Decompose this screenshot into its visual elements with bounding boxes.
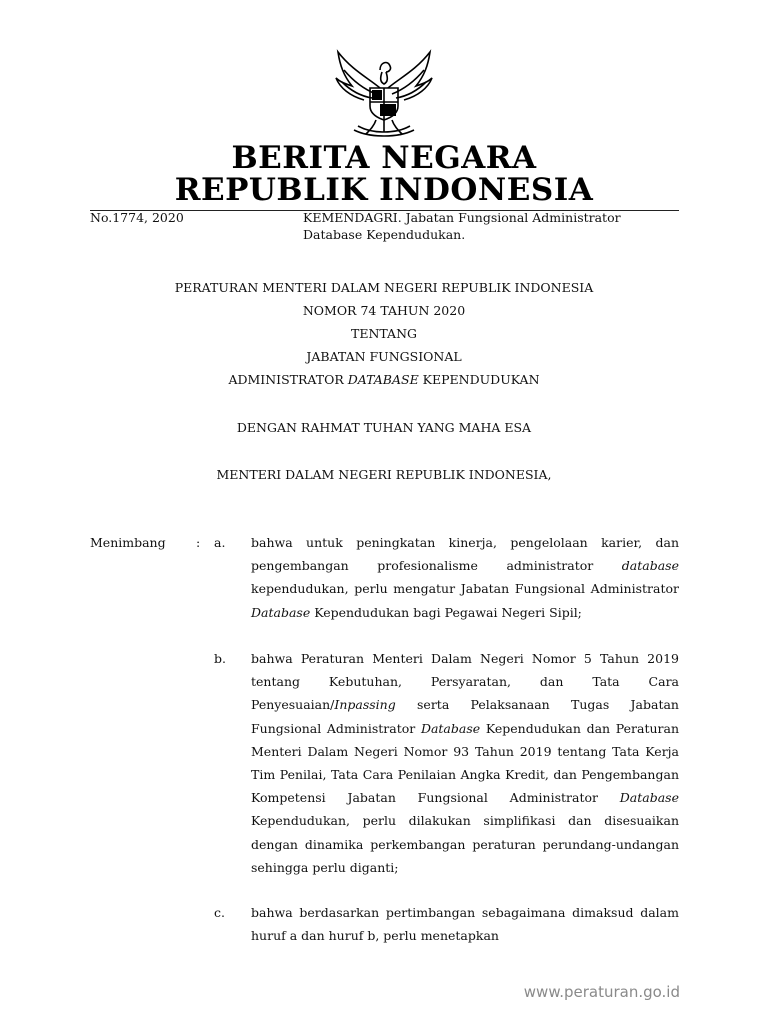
considering-label: Menimbang xyxy=(90,535,166,550)
regulation-subject-line1: JABATAN FUNGSIONAL xyxy=(306,349,462,364)
minister-line: MENTERI DALAM NEGERI REPUBLIK INDONESIA, xyxy=(216,467,552,482)
gazette-number: No.1774, 2020 xyxy=(90,210,184,225)
considering-colon: : xyxy=(196,535,201,550)
page-title-line1: BERITA NEGARA xyxy=(231,140,537,176)
item-letter-c: c. xyxy=(214,905,225,920)
regulation-number: NOMOR 74 TAHUN 2020 xyxy=(302,303,466,318)
garuda-emblem-icon xyxy=(330,48,438,140)
item-text-a: bahwa untuk peningkatan kinerja, pengelolaan karier, dan pengembangan profesionalisme administrator database kependudukan, perlu mengatur Jabatan Fungsional Administrator Database Kependudukan bagi Pegawai Negeri Sipil; xyxy=(251,535,679,620)
page-title-line2: REPUBLIK INDONESIA xyxy=(174,172,594,208)
regulation-about: TENTANG xyxy=(350,326,417,341)
blessing-line: DENGAN RAHMAT TUHAN YANG MAHA ESA xyxy=(236,420,532,435)
item-letter-b: b. xyxy=(214,651,226,666)
gazette-description: KEMENDAGRI. Jabatan Fungsional Administrator Database Kependudukan. xyxy=(303,210,621,242)
regulation-title: PERATURAN MENTERI DALAM NEGERI REPUBLIK INDONESIA xyxy=(174,280,594,295)
regulation-subject-line2: ADMINISTRATOR DATABASE KEPENDUDUKAN xyxy=(228,372,540,387)
footer-url-link[interactable]: www.peraturan.go.id xyxy=(523,983,680,1001)
item-text-b: bahwa Peraturan Menteri Dalam Negeri Nomor 5 Tahun 2019 tentang Kebutuhan, Persyaratan, dan Tata Cara Penyesuaian/Inpassing serta Pelaksanaan Tugas Jabatan Fungsional Administrator Database Kependudukan dan Peraturan Menteri Dalam Negeri Nomor 93 Tahun 2019 tentang Tata Kerja Tim Penilai, Tata Cara Penilaian Angka Kredit, dan Pengembangan Kompetensi Jabatan Fungsional Administrator Database Kependudukan, perlu dilakukan simplifikasi dan disesuaikan dengan dinamika perkembangan peraturan perundang-undangan sehingga perlu diganti; xyxy=(251,651,680,875)
item-letter-a: a. xyxy=(214,535,226,550)
item-text-c: bahwa berdasarkan pertimbangan sebagaimana dimaksud dalam huruf a dan huruf b, perlu menetapkan xyxy=(251,905,679,944)
